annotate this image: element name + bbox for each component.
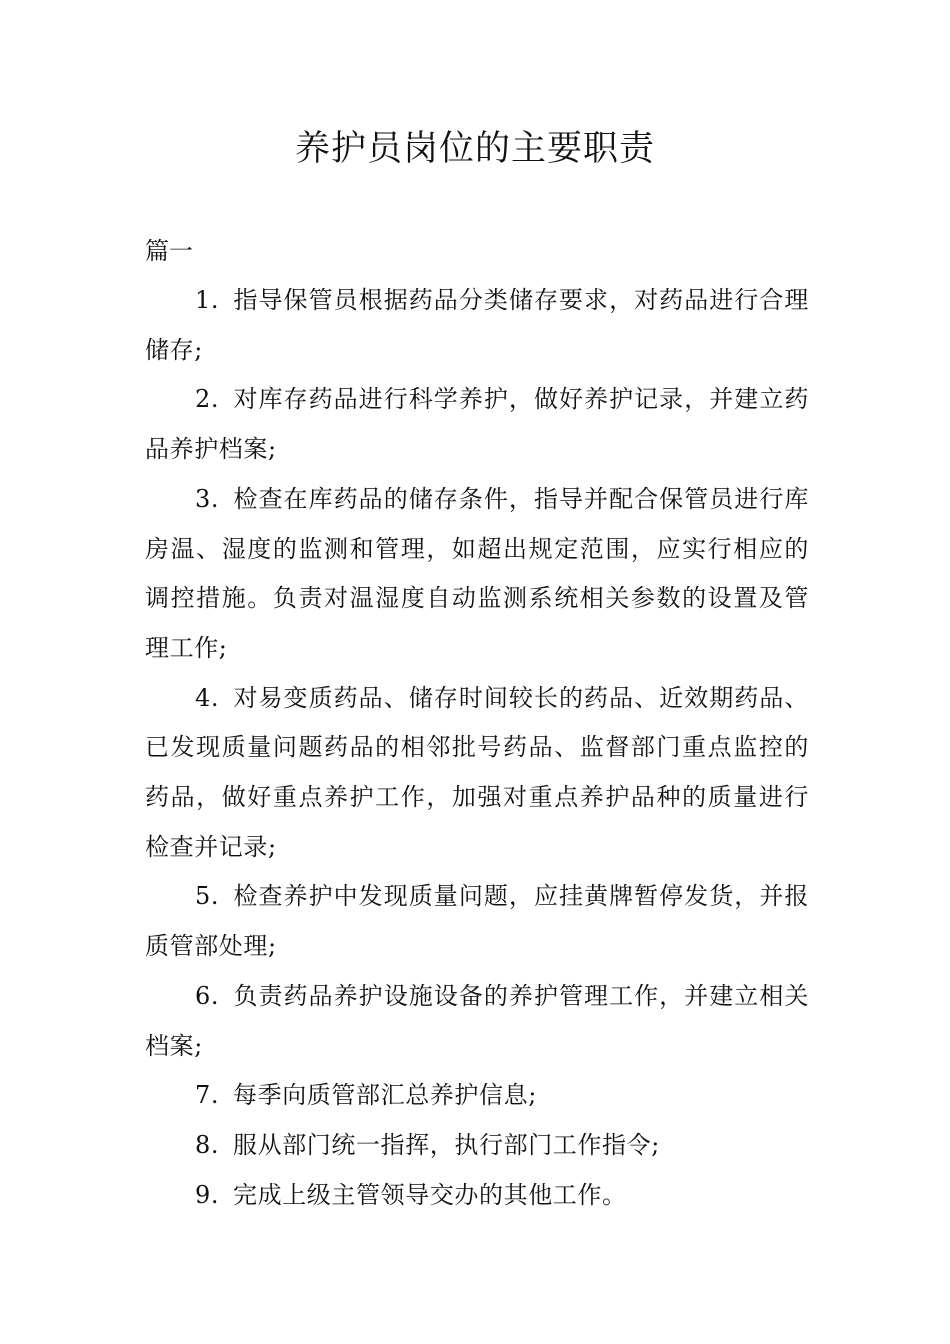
duty-item	[145, 1071, 809, 1121]
duty-number: 7.	[195, 1081, 220, 1110]
duty-text: 每季向质管部汇总养护信息;	[233, 1081, 537, 1110]
duty-text: 对易变质药品、储存时间较长的药品、近效期药品、已发现质量问题药品的相邻批号药品、监督部门重点监控的药品，做好重点养护工作，加强对重点养护品种的质量进行检查并记录;	[145, 683, 809, 861]
duty-item	[145, 1171, 809, 1221]
duty-text: 对库存药品进行科学养护，做好养护记录，并建立药品养护档案;	[145, 385, 809, 464]
duty-item	[145, 1121, 809, 1171]
duty-item	[145, 475, 809, 674]
duty-item	[145, 972, 809, 1071]
duty-text: 完成上级主管领导交办的其他工作。	[233, 1180, 627, 1209]
duty-number: 1.	[195, 286, 220, 314]
duty-number: 4.	[195, 683, 220, 712]
duty-item	[145, 872, 809, 971]
duty-number: 8.	[195, 1130, 220, 1159]
duty-item	[145, 375, 809, 474]
section-label: 篇一	[145, 237, 193, 265]
duty-number: 9.	[195, 1180, 220, 1209]
duty-number: 6.	[195, 981, 220, 1010]
page-title: 养护员岗位的主要职责	[294, 129, 655, 169]
duty-item	[145, 276, 809, 375]
duty-text: 负责药品养护设施设备的养护管理工作，并建立相关档案;	[145, 981, 809, 1060]
duty-text: 检查养护中发现质量问题，应挂黄牌暂停发货，并报质管部处理;	[145, 882, 809, 961]
duty-text: 检查在库药品的储存条件，指导并配合保管员进行库房温、湿度的监测和管理，如超出规定范围，应实行相应的调控措施。负责对温湿度自动监测系统相关参数的设置及管理工作;	[145, 484, 809, 662]
duty-number: 2.	[195, 385, 220, 414]
duty-item	[145, 674, 809, 873]
duty-number: 5.	[195, 882, 220, 911]
duty-list	[145, 276, 809, 1220]
duty-text: 服从部门统一指挥，执行部门工作指令;	[233, 1130, 660, 1159]
duty-number: 3.	[195, 484, 220, 513]
duty-text: 指导保管员根据药品分类储存要求，对药品进行合理储存;	[145, 286, 809, 364]
